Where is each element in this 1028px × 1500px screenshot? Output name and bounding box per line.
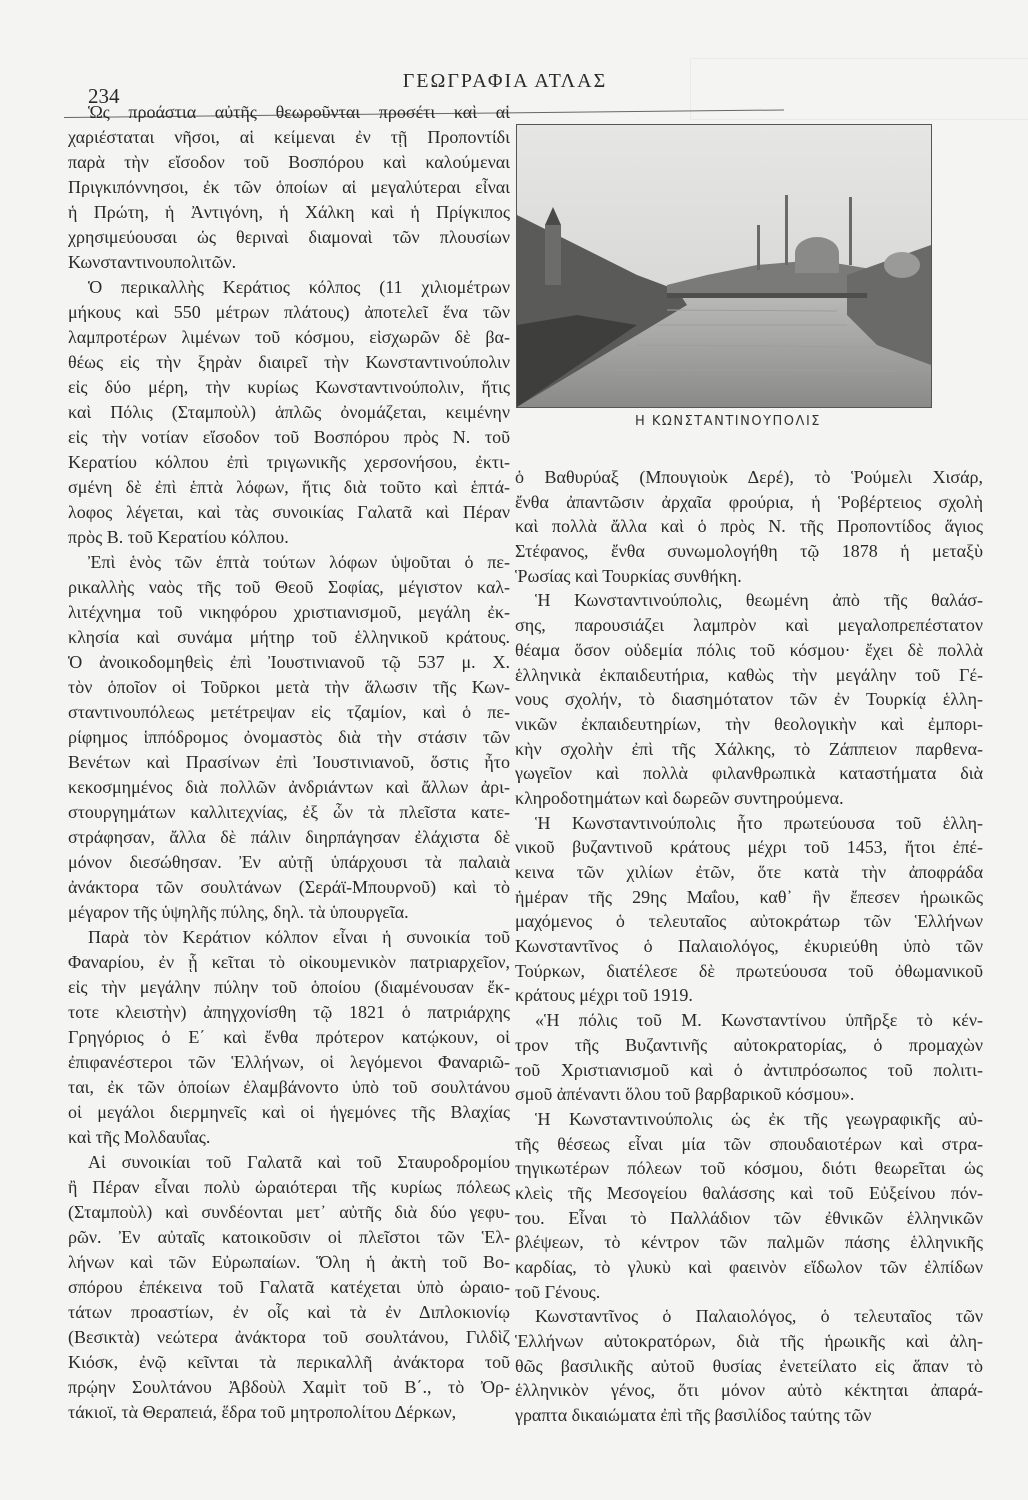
text-line: (Βεσικτὰ) νεώτερα ἀνάκτορα τοῦ σουλτάνου, Γιλδὶζ (68, 1327, 510, 1347)
left-column (68, 100, 510, 1425)
text-line: τοτε κλειστὴν) ἀπηγχονίσθη τῷ 1821 ὁ πατριάρχης (68, 1002, 510, 1022)
text-line: Κωνσταντινουπολιτῶν. (68, 252, 237, 272)
text-line: βλέψεων, τὸ κέντρον τῶν παλμῶν πάσης ἑλληνικῆς (515, 1232, 983, 1253)
text-line: Ἡ Κωνσταντινούπολις, θεωμένη ἀπὸ τῆς θαλάσ- (535, 590, 983, 611)
running-title: ΓΕΩΓΡΑΦΙΑ ΑΤΛΑΣ (402, 70, 608, 92)
text-line: ρῶν. Ἐν αὐταῖς κατοικοῦσιν οἱ πλεῖστοι τῶν Ἑλ- (68, 1227, 510, 1247)
text-line: νικῶν ἐκπαιδευτηρίων, τὴν θεολογικὴν καὶ ἐμπορι- (515, 713, 983, 734)
text-line: Ῥωσίας καὶ Τουρκίας συνθήκη. (515, 565, 742, 586)
text-line: ρικαλλὴς ναὸς τῆς τοῦ Θεοῦ Σοφίας, μέγιστον καλ- (68, 577, 510, 597)
text-line: σης, παρουσιάζει λαμπρὸν καὶ μεγαλοπρεπέστατον (515, 615, 983, 636)
text-line: εἰς δύο μέρη, τὴν κυρίως Κωνσταντινούπολιν, ἥτις (68, 377, 510, 397)
text-line: εἰς τὴν μεγάλην πύλην τοῦ ὁποίου (διαμένουσαν ἔκ- (68, 977, 510, 997)
text-line: λοφος λέγεται, καὶ τὰς συνοικίας Γαλατᾶ καὶ Πέραν (68, 502, 510, 522)
text-line: χρησιμεύουσαι ὡς θεριναὶ διαμοναὶ τῶν πλουσίων (68, 227, 510, 247)
text-line: ἔνθα ἀπαντῶσιν ἀρχαῖα φρούρια, ἡ Ῥοβέρτειος σχολὴ (515, 491, 983, 512)
text-line: σμοῦ ἀπέναντι ὅλου τοῦ βαρβαρικοῦ κόσμου». (515, 1084, 855, 1105)
right-column (515, 465, 983, 1428)
text-line: Γρηγόριος ὁ Ε΄ καὶ ἔνθα πρότερον κατῴκουν, οἱ (68, 1027, 510, 1047)
text-line: ἢ Πέραν εἶναι πολὺ ὡραιότεραι τῆς κυρίως πόλεως (68, 1177, 510, 1197)
text-line: θῶς βασιλικῆς αὐτοῦ θυσίας ἐνετείλατο εἰς ἅπαν τὸ (515, 1355, 983, 1376)
text-line: Κιόσκ, ἐνῷ κεῖνται τὰ περικαλλῆ ἀνάκτορα τοῦ (68, 1352, 510, 1372)
text-line: Αἱ συνοικίαι τοῦ Γαλατᾶ καὶ τοῦ Σταυροδρομίου (88, 1152, 510, 1172)
text-line: «Ἡ πόλις τοῦ Μ. Κωνσταντίνου ὑπῆρξε τὸ κέν- (535, 1010, 983, 1031)
text-line: γραπτα δικαιώματα ἐπὶ τῆς βασιλίδος ταύτης τῶν (515, 1405, 872, 1426)
text-line: Πριγκιπόννησοι, ἐκ τῶν ὁποίων αἱ μεγαλύτεραι εἶναι (68, 177, 510, 197)
text-line: μαχόμενος ὁ τελευταῖος αὐτοκράτωρ τῶν Ἑλλήνων (515, 911, 983, 932)
text-line: τρον τῆς Βυζαντινῆς αὐτοκρατορίας, ὁ προμαχὼν (515, 1034, 983, 1055)
text-line: καὶ πολλὰ ἄλλα καὶ ὁ πρὸς Ν. τῆς Προποντίδος ἅγιος (515, 516, 983, 537)
text-line: θέως εἰς τὴν ξηρὰν διαιρεῖ τὴν Κωνσταντινούπολιν (68, 352, 510, 372)
text-line: τὸν ὁποῖον οἱ Τοῦρκοι μετὰ τὴν ἅλωσιν τῆς Κων- (68, 677, 510, 697)
text-line: σμένη δὲ ἐπὶ ἑπτὰ λόφων, ἥτις διὰ τοῦτο καὶ ἑπτά- (68, 477, 510, 497)
text-line: καὶ Πόλις (Σταμποὺλ) ἁπλῶς ὀνομάζεται, κειμένην (68, 402, 510, 422)
text-line: τάτων προαστίων, ἐν οἷς καὶ τὰ ἐν Διπλοκιονίῳ (68, 1302, 510, 1322)
text-line: λιτέχνημα τοῦ νικηφόρου χριστιανισμοῦ, μεγάλη ἐκ- (68, 602, 510, 622)
text-line: γωγεῖον καὶ πολλὰ φιλανθρωπικὰ καταστήματα διὰ (515, 763, 983, 784)
text-line: ἡμέραν τῆς 29ης Μαΐου, καθ᾽ ἣν ἔπεσεν ἡρωικῶς (515, 886, 983, 907)
text-line: Φαναρίου, ἐν ᾗ κεῖται τὸ οἰκουμενικὸν πατριαρχεῖον, (68, 952, 510, 972)
text-line: στουργημάτων καλλιτεχνίας, ἐξ ὧν τὰ πλεῖστα κατε- (68, 802, 510, 822)
text-line: παρὰ τὴν εἴσοδον τοῦ Βοσπόρου καὶ καλούμεναι (68, 152, 510, 172)
constantinople-photo (516, 124, 932, 408)
text-line: Ἡ Κωνσταντινούπολις ὡς ἐκ τῆς γεωγραφικῆς αὐ- (535, 1108, 983, 1129)
text-line: Παρὰ τὸν Κεράτιον κόλπον εἶναι ἡ συνοικία τοῦ (88, 927, 510, 947)
text-line: κεινα τῶν χιλίων ἐτῶν, ὅτε κατὰ τὴν ἀποφράδα (515, 862, 983, 882)
text-line: στράφησαν, ἄλλα δὲ πάλιν διηρπάγησαν ἐλάχιστα δὲ (68, 827, 510, 847)
text-line: ρίφημος ἱππόδρομος ὀνομαστὸς διὰ τὴν στάσιν τῶν (68, 727, 510, 747)
text-line: ἀνάκτορα τῶν σουλτάνων (Σεράϊ-Μπουρνοῦ) καὶ τὸ (68, 877, 510, 897)
photo-caption: Η ΚΩΝΣΤΑΝΤΙΝΟΥΠΟΛΙΣ (635, 414, 821, 429)
text-line: θέαμα ὅσον οὐδεμία πόλις τοῦ κόσμου· ἔχει δὲ πολλὰ (515, 639, 983, 660)
text-line: κλησία καὶ συνάμα μήτηρ τοῦ ἑλληνικοῦ κράτους. (68, 627, 510, 647)
text-line: νους σχολήν, τὸ διασημότατον τῶν ἐν Τουρκίᾳ ἑλλη- (515, 689, 983, 710)
text-line: χαριέσταται νῆσοι, αἱ κείμεναι ἐν τῇ Προποντίδι (68, 127, 510, 147)
text-line: κλεὶς τῆς Μεσογείου θαλάσσης καὶ τοῦ Εὐξείνου πόν- (515, 1182, 983, 1203)
text-line: σταντινουπόλεως μετέτρεψαν εἰς τζαμίον, καὶ ὁ πε- (68, 702, 510, 722)
text-line: κὴν σχολὴν ἐπὶ τῆς Χάλκης, τὸ Ζάππειον παρθενα- (515, 738, 983, 759)
text-line: Στέφανος, ἔνθα συνωμολογήθη τῷ 1878 ἡ μεταξὺ (515, 541, 983, 562)
text-line: ἡ Πρώτη, ἡ Ἀντιγόνη, ἡ Χάλκη καὶ ἡ Πρίγκιπος (68, 202, 510, 222)
text-line: καὶ τῆς Μολδαυΐας. (68, 1127, 211, 1147)
text-line: κληροδοτημάτων καὶ δωρεῶν συντηρούμενα. (515, 787, 844, 808)
text-line: Ἐπὶ ἑνὸς τῶν ἑπτὰ τούτων λόφων ὑψοῦται ὁ πε- (88, 552, 510, 572)
text-line: Ἡ Κωνσταντινούπολις ἦτο πρωτεύουσα τοῦ ἑλλη- (535, 812, 983, 833)
text-line: μήκους καὶ 550 μέτρων πλάτους) ἀποτελεῖ ἕνα τῶν (68, 302, 510, 322)
text-line: πρὸς Β. τοῦ Κερατίου κόλπου. (68, 527, 289, 547)
text-line: τοῦ Γένους. (515, 1281, 601, 1302)
text-line: ἑλληνικὰ ἐκπαιδευτήρια, καθὼς τὴν μεγάλην τοῦ Γέ- (515, 664, 983, 685)
text-line: νικοῦ βυζαντινοῦ κράτους μέχρι τοῦ 1453, ἤτοι ἐπέ- (515, 837, 983, 858)
text-line: Κερατίου κόλπου ἐπὶ τριγωνικῆς χερσονήσου, ἐκτι- (68, 452, 510, 472)
text-line: εἰς τὴν νοτίαν εἴσοδον τοῦ Βοσπόρου πρὸς Ν. τοῦ (68, 427, 510, 447)
text-line: οἱ μεγάλοι διερμηνεῖς καὶ οἱ ἡγεμόνες τῆς Βλαχίας (68, 1102, 510, 1122)
text-line: μόνον διεσώθησαν. Ἐν αὐτῇ ὑπάρχουσι τὰ παλαιὰ (68, 852, 510, 872)
page-number: 234 (88, 84, 120, 108)
text-line: τάκιοϊ, τὰ Θεραπειά, ἕδρα τοῦ μητροπολίτου Δέρκων, (68, 1402, 457, 1422)
text-line: ται, ἐκ τῶν ὁποίων ἐλαμβάνοντο ὑπὸ τοῦ σουλτάνου (68, 1077, 510, 1097)
text-line: πρῴην Σουλτάνου Ἀβδοὺλ Χαμὶτ τοῦ Β΄., τὸ Ὀρ- (68, 1377, 510, 1397)
text-line: σπόρου ἐπέκεινα τοῦ Γαλατᾶ κατέχεται ὑπὸ ὡραιο- (68, 1277, 510, 1297)
text-line: τῆς θέσεως εἶναι μία τῶν σπουδαιοτέρων καὶ στρα- (515, 1133, 983, 1154)
text-line: κράτους μέχρι τοῦ 1919. (515, 985, 693, 1006)
text-line: Βενέτων καὶ Πρασίνων ἐπὶ Ἰουστινιανοῦ, ὅστις ἦτο (68, 752, 510, 772)
text-line: Ἑλλήνων αὐτοκρατόρων, διὰ τῆς ἡρωικῆς καὶ ἀλη- (515, 1331, 983, 1352)
text-line: λαμπροτέρων λιμένων τοῦ κόσμου, εἰσχωρῶν δὲ βα- (68, 327, 510, 347)
text-line: κεκοσμημένος διὰ πολλῶν ἀνδριάντων καὶ ἄλλων ἀρι- (68, 777, 510, 797)
text-line: ἑλληνικὸν γένος, ὅτι μόνον αὐτὸ κέκτηται ἀπαρά- (515, 1380, 983, 1401)
text-line: Ὡς προάστια αὐτῆς θεωροῦνται προσέτι καὶ αἱ (88, 102, 510, 122)
text-line: Τούρκων, διατέλεσε δὲ πρωτεύουσα τοῦ ὀθωμανικοῦ (515, 960, 983, 981)
text-line: καρδίας, τὸ γλυκὺ καὶ φαεινὸν εἴδωλον τῶν ἐλπίδων (515, 1257, 983, 1277)
text-line: Κωνσταντῖνος ὁ Παλαιολόγος, ὁ τελευταῖος τῶν (535, 1306, 983, 1327)
text-line: (Σταμποὺλ) καὶ συνδέονται μετ᾽ αὐτῆς διὰ δύο γεφυ- (68, 1202, 510, 1222)
text-line: ὁ Βαθυρύαξ (Μπουγιοὺκ Δερέ), τὸ Ῥούμελι Χισάρ, (515, 467, 983, 487)
text-line: τηγικωτέρων πόλεων τοῦ κόσμου, διότι θεωρεῖται ὡς (515, 1158, 983, 1179)
text-line: ἐπιφανέστεροι τῶν Ἑλλήνων, οἱ λεγόμενοι Φαναριῶ- (68, 1052, 510, 1072)
text-line: Κωνσταντῖνος ὁ Παλαιολόγος, ἐκυριεύθη ὑπὸ τῶν (515, 936, 983, 957)
text-line: Ὁ περικαλλὴς Κεράτιος κόλπος (11 χιλιομέτρων (88, 277, 510, 297)
text-line: λήνων καὶ τῶν Εὐρωπαίων. Ὅλη ἡ ἀκτὴ τοῦ Βο- (68, 1252, 510, 1272)
text-line: του. Εἶναι τὸ Παλλάδιον τῶν ἐθνικῶν ἑλληνικῶν (515, 1207, 983, 1228)
text-line: μέγαρον τῆς ὑψηλῆς πύλης, δηλ. τὰ ὑπουργεῖα. (68, 902, 409, 922)
text-line: τοῦ Χριστιανισμοῦ καὶ ὁ ἀντιπρόσωπος τοῦ πολιτι- (515, 1059, 983, 1080)
cityscape-illustration (517, 125, 931, 407)
text-line: Ὁ ἀνοικοδομηθεὶς ἐπὶ Ἰουστινιανοῦ τῷ 537 μ. Χ. (68, 652, 510, 672)
